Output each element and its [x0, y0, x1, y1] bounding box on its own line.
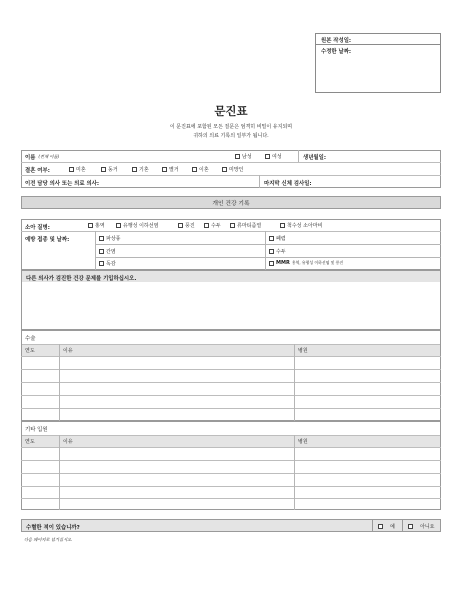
form-meta-box [315, 33, 441, 93]
transfusion-no-label: 아니요 [420, 524, 435, 530]
marital-option: 미혼 [76, 167, 86, 173]
marital-option: 기혼 [139, 167, 149, 173]
immunization-option: 파상풍 [106, 236, 121, 242]
dob-field[interactable] [341, 151, 437, 161]
table-row[interactable] [22, 396, 440, 408]
mumps-checkbox[interactable] [116, 223, 121, 228]
male-label: 남성 [242, 154, 252, 160]
footer-note: 다음 페이지로 넘기십시오. [24, 537, 73, 542]
table-row[interactable] [22, 487, 440, 498]
tetanus-checkbox[interactable] [99, 236, 104, 241]
hospitalization-col-year: 연도 [25, 439, 35, 445]
prev-doctor-field[interactable] [121, 176, 251, 187]
surgery-col-reason: 이유 [63, 348, 73, 354]
health-history-title: 개인 건강 기록 [212, 201, 250, 207]
immunization-option: 독감 [106, 261, 116, 267]
name-hint: (전체 이름) [38, 154, 60, 159]
marital-divorced-checkbox[interactable] [192, 167, 197, 172]
male-checkbox[interactable] [235, 154, 240, 159]
original-date-label: 원본 작성일: [321, 38, 352, 44]
measles-checkbox[interactable] [88, 223, 93, 228]
table-row[interactable] [22, 357, 440, 369]
childhood-option: 풍진 [185, 223, 195, 229]
table-row[interactable] [22, 409, 440, 421]
rubella-checkbox[interactable] [178, 223, 183, 228]
marital-row [21, 162, 441, 175]
prev-doctor-row [21, 175, 441, 188]
marital-single-checkbox[interactable] [69, 167, 74, 172]
influenza-checkbox[interactable] [99, 261, 104, 266]
transfusion-no-checkbox[interactable] [408, 524, 413, 529]
name-row [21, 150, 441, 162]
name-field[interactable] [81, 151, 231, 161]
rheumatic-fever-checkbox[interactable] [230, 223, 235, 228]
hospitalization-header-row [22, 435, 440, 447]
mmr-note: 홍역, 유행성 이하선염 및 풍진 [291, 260, 344, 265]
hepatitis-checkbox[interactable] [99, 249, 104, 254]
marital-cohabit-checkbox[interactable] [101, 167, 106, 172]
childhood-option: 홍역 [95, 223, 105, 229]
childhood-option: 척수성 소아마비 [287, 223, 323, 229]
immunization-option: 폐렴 [276, 236, 286, 242]
surgery-col-year: 연도 [25, 348, 35, 354]
table-row[interactable] [22, 383, 440, 395]
transfusion-yes-label: 예 [390, 524, 395, 530]
table-row[interactable] [22, 499, 440, 510]
table-row[interactable] [22, 370, 440, 382]
marital-option: 미망인 [229, 167, 244, 173]
childhood-label: 소아 질병: [25, 225, 50, 231]
marital-separated-checkbox[interactable] [162, 167, 167, 172]
childhood-option: 유행성 이하선염 [123, 223, 159, 229]
hospitalization-title: 기타 입원 [25, 427, 48, 433]
surgery-col-hospital: 병원 [298, 348, 308, 354]
other-problems-label: 다른 의사가 검진한 건강 문제를 기입하십시오. [22, 271, 440, 282]
female-label: 여성 [272, 154, 282, 160]
revised-date-label: 수정한 날짜: [321, 49, 352, 55]
childhood-option: 수두 [211, 223, 221, 229]
transfusion-yes-checkbox[interactable] [378, 524, 383, 529]
name-label: 이름 [25, 155, 36, 161]
dob-label: 생년월일: [303, 155, 326, 161]
marital-widowed-checkbox[interactable] [222, 167, 227, 172]
marital-option: 이혼 [199, 167, 209, 173]
mmr-checkbox[interactable] [269, 261, 274, 266]
mmr-label: MMR [276, 260, 290, 266]
marital-married-checkbox[interactable] [132, 167, 137, 172]
table-row[interactable] [22, 448, 440, 460]
surgery-header-row [22, 344, 440, 356]
immunization-option: 수두 [276, 249, 286, 255]
female-checkbox[interactable] [265, 154, 270, 159]
marital-label: 결혼 여부: [25, 168, 50, 174]
marital-option: 동거 [108, 167, 118, 173]
other-problems-field[interactable] [22, 283, 440, 329]
immunization-label: 예방 접종 및 날짜: [25, 237, 70, 243]
childhood-option: 류마티즘열 [237, 223, 262, 229]
marital-option: 별거 [169, 167, 179, 173]
hospitalization-col-reason: 이유 [63, 439, 73, 445]
last-exam-label: 마지막 신체 검사일: [264, 181, 312, 187]
intro-line-2: 귀하의 의료 기록의 일부가 됩니다. [193, 133, 269, 139]
intro-line-1: 이 문진표에 포함된 모든 질문은 엄격히 비밀이 유지되며 [169, 124, 293, 130]
polio-checkbox[interactable] [280, 223, 285, 228]
pneumonia-checkbox[interactable] [269, 236, 274, 241]
surgery-title: 수술 [25, 336, 36, 342]
table-row[interactable] [22, 474, 440, 486]
prev-doctor-label: 이전 담당 의사 또는 의료 의사: [25, 181, 100, 187]
hospitalization-col-hospital: 병원 [298, 439, 308, 445]
transfusion-question: 수혈한 적이 있습니까? [26, 525, 80, 531]
transfusion-row [21, 519, 441, 532]
form-title: 문진표 [214, 104, 248, 118]
chickenpox-checkbox[interactable] [204, 223, 209, 228]
last-exam-field[interactable] [331, 176, 437, 187]
health-history-header [21, 196, 441, 209]
table-row[interactable] [22, 461, 440, 473]
immunization-option: 간염 [106, 249, 116, 255]
varicella-checkbox[interactable] [269, 249, 274, 254]
